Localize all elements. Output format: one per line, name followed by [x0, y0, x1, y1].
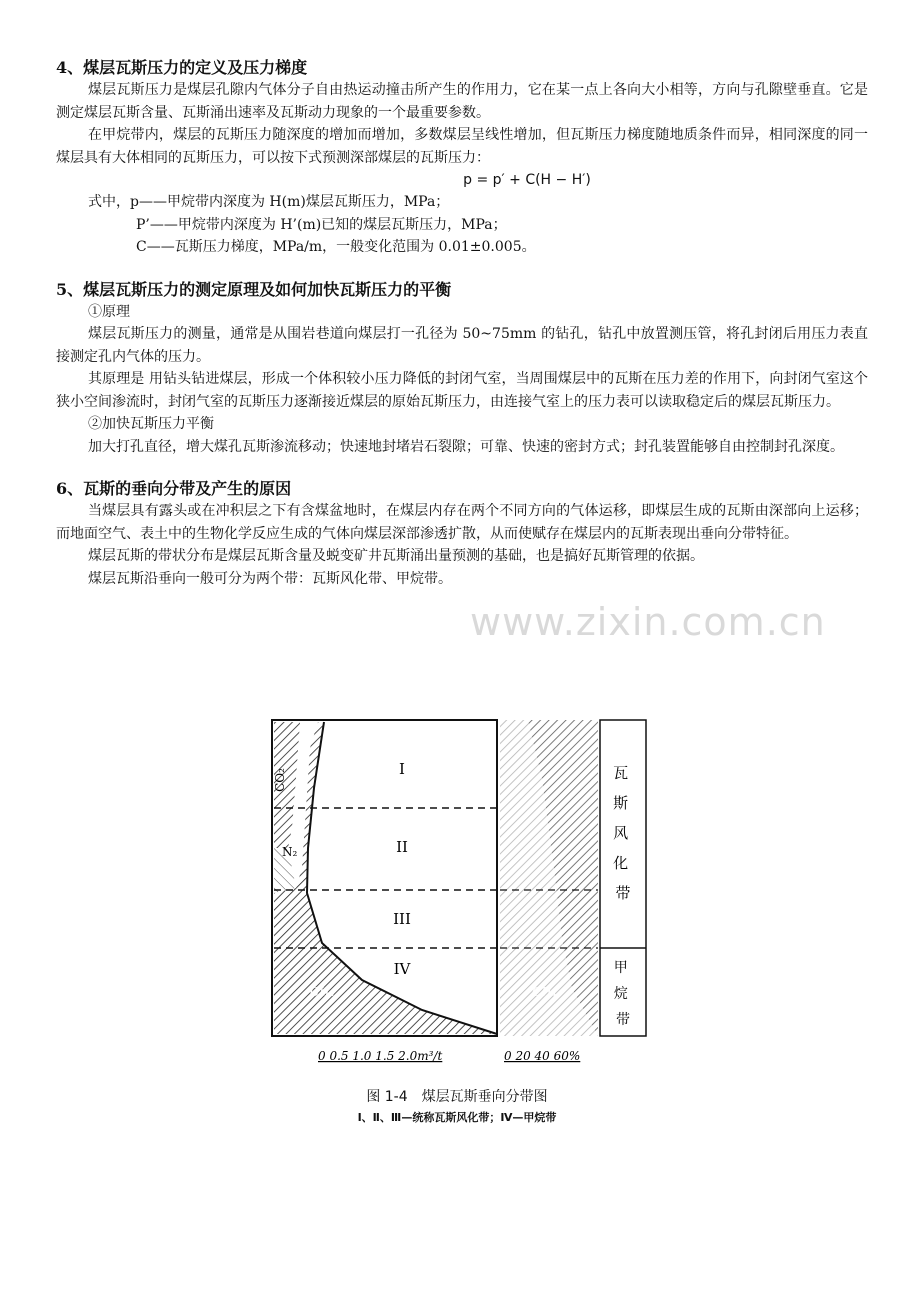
section-5-sub-1: ①原理: [88, 303, 130, 320]
weathering-zone-char-1: 瓦: [613, 764, 629, 782]
gas-label-n2: N₂: [282, 845, 298, 859]
section-6-para-1: 当煤层具有露头或在冲积层之下有含煤盆地时，在煤层内存在两个不同方向的气体运移，即煤层生成的瓦斯由深部向上运移；而地面空气、表土中的生物化学反应生成的气体向煤层深部渗透扩散，从而使赋存在煤层内的瓦斯表现出垂向分带特征。: [56, 503, 868, 542]
weathering-zone-char-2: 斯: [613, 794, 629, 812]
methane-zone-char-1: 甲: [613, 960, 628, 976]
section-4-para-2: 在甲烷带内，煤层的瓦斯压力随深度的增加而增加，多数煤层呈线性增加，但瓦斯压力梯度随地质条件而异，相同深度的同一煤层具有大体相同的瓦斯压力，可以按下式预测深部煤层的瓦斯压力：: [56, 127, 868, 166]
gas-label-co2: CO₂: [273, 768, 287, 792]
formula-definition-c: C——瓦斯压力梯度，MPa/m，一般变化范围为 0.01±0.005。: [136, 239, 536, 255]
section-4-para-1: 煤层瓦斯压力是煤层孔隙内气体分子自由热运动撞击所产生的作用力，它在某一点上各向大小相等，方向与孔隙壁垂直。它是测定煤层瓦斯含量、瓦斯涌出速率及瓦斯动力现象的一个最重要参数。: [56, 82, 868, 121]
section-5-para-2: 其原理是 用钻头钻进煤层，形成一个体积较小压力降低的封闭气室，当周围煤层中的瓦斯在压力差的作用下，向封闭气室这个狭小空间渗流时，封闭气室的瓦斯压力逐渐接近煤层的原始瓦斯压力，由连接气室上的压力表可以读取稳定后的煤层瓦斯压力。: [56, 371, 868, 410]
gas-label-ch4-middle: CH₄: [532, 985, 557, 999]
weathering-zone-char-3: 风: [613, 824, 629, 842]
pressure-formula: p = p′ + C(H − H′): [463, 172, 591, 188]
gas-zoning-figure: [262, 718, 652, 1138]
methane-zone-char-3: 带: [616, 1012, 630, 1028]
zone-label-3: III: [393, 910, 411, 928]
watermark: www.zixin.com.cn: [470, 600, 826, 644]
section-6-title: 6、瓦斯的垂向分带及产生的原因: [56, 479, 292, 498]
methane-zone-char-2: 烷: [613, 986, 628, 1002]
section-4-title: 4、煤层瓦斯压力的定义及压力梯度: [56, 58, 308, 77]
section-5-sub-2: ②加快瓦斯压力平衡: [88, 416, 214, 432]
right-axis-scale: 0 20 40 60%: [504, 1049, 581, 1063]
section-6-para-3: 煤层瓦斯沿垂向一般可分为两个带：瓦斯风化带、甲烷带。: [88, 570, 452, 587]
left-axis-scale: 0 0.5 1.0 1.5 2.0m³/t: [318, 1049, 443, 1063]
document-body: [56, 56, 868, 590]
zone-label-4: IV: [393, 960, 411, 978]
section-5-para-3: 加大打孔直径，增大煤孔瓦斯渗流移动；快速地封堵岩石裂隙；可靠、快速的密封方式；封孔装置能够自由控制封孔深度。: [88, 438, 844, 455]
section-6-para-2: 煤层瓦斯的带状分布是煤层瓦斯含量及蜕变矿井瓦斯涌出量预测的基础，也是搞好瓦斯管理的依据。: [88, 548, 704, 564]
weathering-zone-char-5: 带: [615, 884, 631, 902]
gas-label-ch4-left: CH₄: [310, 985, 335, 999]
section-5-para-1: 煤层瓦斯压力的测量，通常是从围岩巷道向煤层打一孔径为 50~75mm 的钻孔，钻孔中放置测压管，将孔封闭后用压力表直接测定孔内气体的压力。: [56, 326, 868, 365]
section-5-title: 5、煤层瓦斯压力的测定原理及如何加快瓦斯压力的平衡: [56, 279, 452, 299]
zone-label-2: II: [396, 838, 408, 856]
formula-definition-p: 式中，p——甲烷带内深度为 H(m)煤层瓦斯压力，MPa；: [88, 194, 450, 210]
figure-caption: 图 1-4 煤层瓦斯垂向分带图: [366, 1089, 548, 1105]
gas-zoning-diagram: [262, 718, 652, 1084]
formula-definition-p-prime: P’——甲烷带内深度为 H’(m)已知的煤层瓦斯压力，MPa；: [136, 216, 507, 233]
zone-label-1: I: [399, 760, 405, 778]
methane-zone-label: [614, 960, 632, 1028]
figure-subcaption: Ⅰ、Ⅱ、Ⅲ—统称瓦斯风化带；Ⅳ—甲烷带: [357, 1111, 557, 1124]
weathering-zone-char-4: 化: [613, 854, 629, 872]
